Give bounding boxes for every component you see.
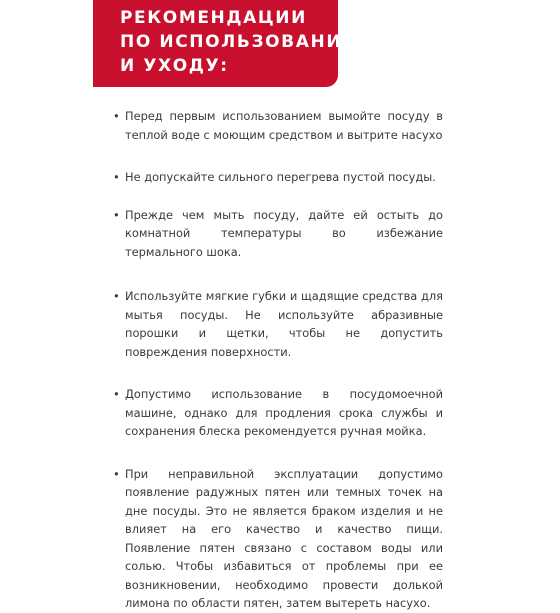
list-item-text: Допустимо использование в посудомоечной машине, однако для продления срока службы и сохранения блеска рекомендуется ручная мойка. xyxy=(125,387,443,438)
list-item-text: При неправильной эксплуатации допустимо появление радужных пятен или темных точек на дне посуды. Это не является браком изделия и не влияет на его качество и качество пищи. Появление пятен связано с составом воды или солью. Чтобы избавиться от проблемы при ее возникновении, необходимо провести долькой лимона по области пятен, затем вытереть насухо. xyxy=(125,466,443,610)
bullet-icon: • xyxy=(113,207,120,222)
list-item-text: Прежде чем мыть посуду, дайте ей остыть до комнатной температуры во избежание термального шока. xyxy=(125,207,443,259)
list-item xyxy=(113,206,443,262)
header-title-line-3: И УХОДУ: xyxy=(120,56,229,76)
list-item xyxy=(113,107,443,144)
bullet-icon: • xyxy=(113,387,120,401)
list-item xyxy=(113,168,443,187)
header-title-line-2: ПО ИСПОЛЬЗОВАНИЮ xyxy=(120,32,364,52)
list-item xyxy=(113,385,443,441)
bullet-icon: • xyxy=(113,289,120,303)
list-item-text: Перед первым использованием вымойте посуду в теплой воде с моющим средством и вытрите насухо xyxy=(125,109,443,142)
list-item xyxy=(113,287,443,361)
care-recommendations-list xyxy=(113,107,443,613)
header-title-line-1: РЕКОМЕНДАЦИИ xyxy=(120,8,307,28)
list-item xyxy=(113,465,443,613)
bullet-icon: • xyxy=(113,109,120,123)
list-item-text: Не допускайте сильного перегрева пустой посуды. xyxy=(125,170,436,184)
header-banner xyxy=(93,0,364,87)
list-item-text: Используйте мягкие губки и щадящие средства для мытья посуды. Не используйте абразивные порошки и щетки, чтобы не допустить повреждения поверхности. xyxy=(125,289,443,359)
bullet-icon: • xyxy=(113,466,120,481)
bullet-icon: • xyxy=(113,170,120,184)
